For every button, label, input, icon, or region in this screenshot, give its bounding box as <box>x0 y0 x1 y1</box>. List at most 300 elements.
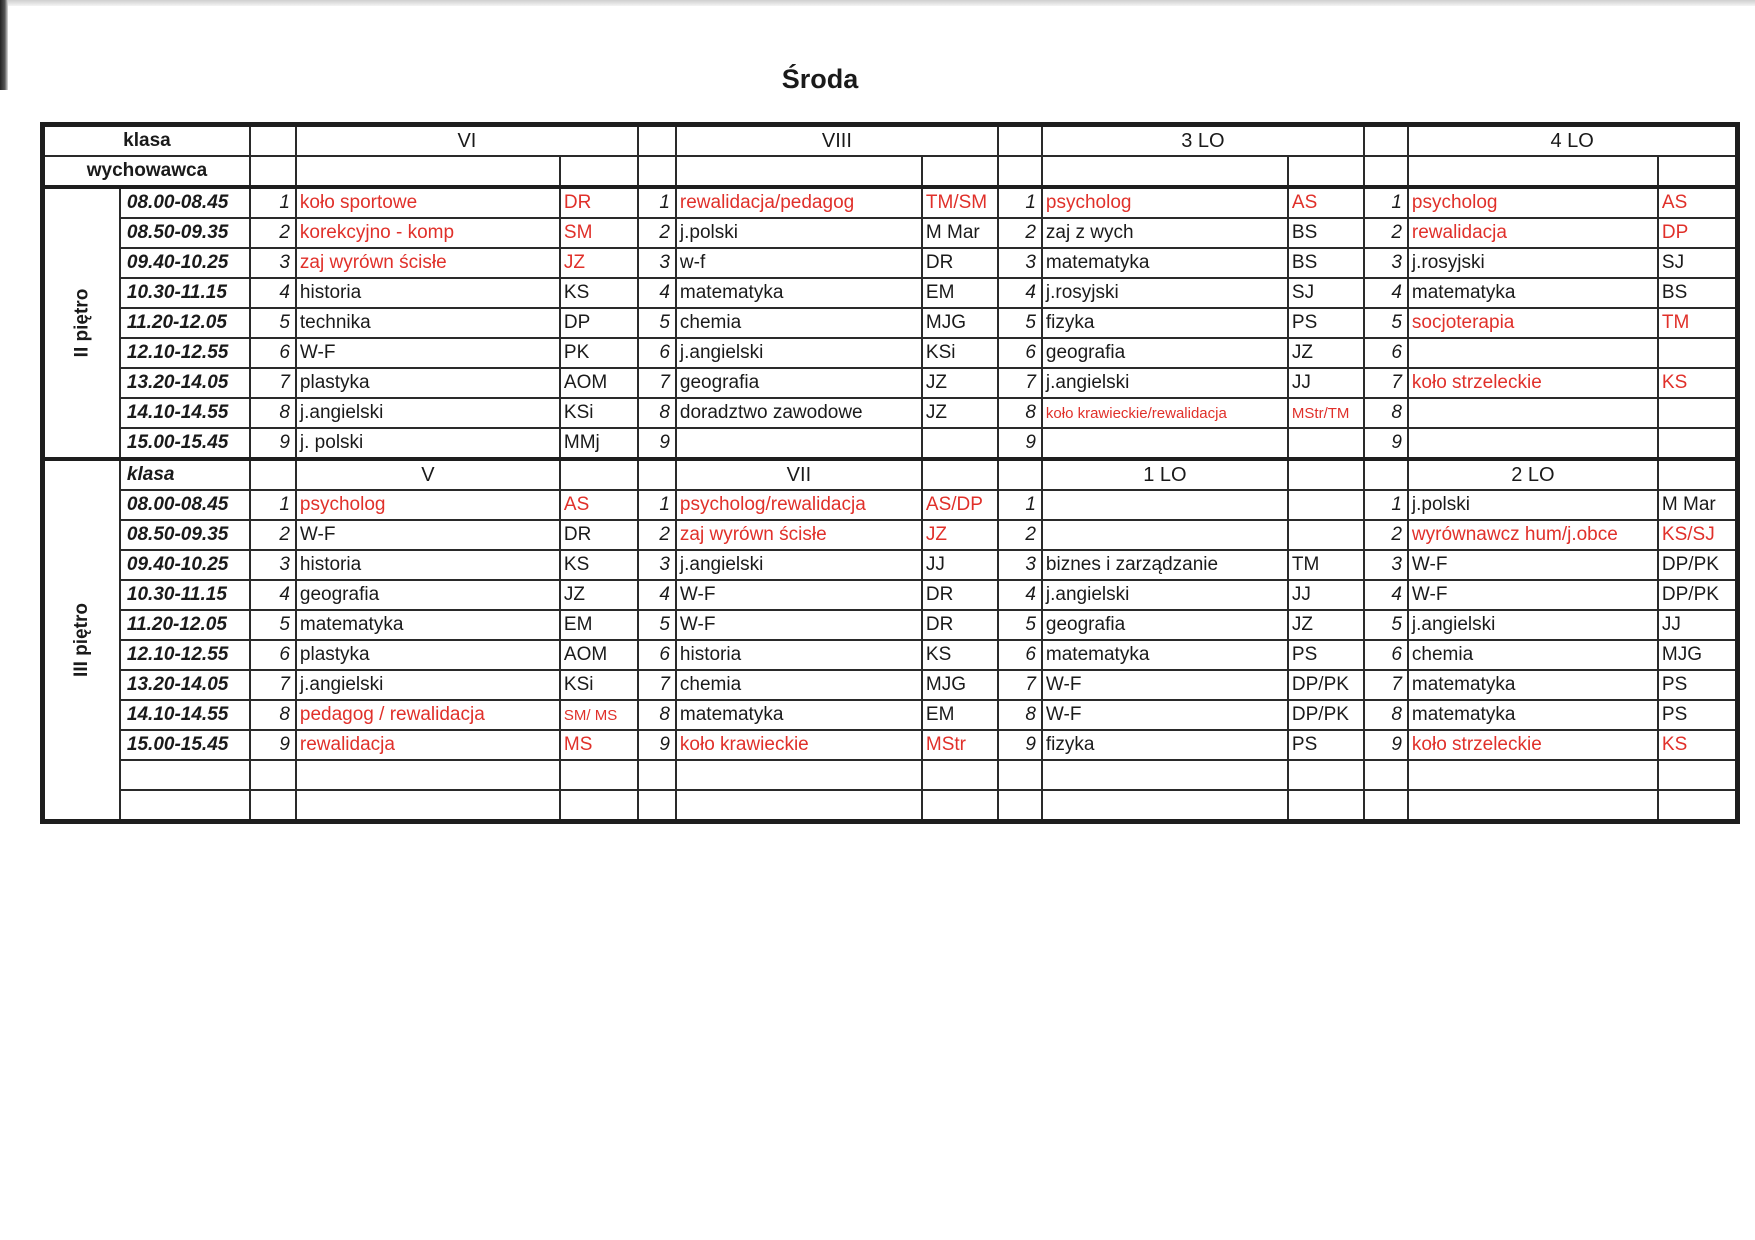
subject-cell: geografia <box>296 580 560 610</box>
lesson-number: 9 <box>638 428 676 459</box>
subject-cell: pedagog / rewalidacja <box>296 700 560 730</box>
teacher-cell: JJ <box>1288 580 1364 610</box>
class-header: 4 LO <box>1408 125 1738 157</box>
lesson-number: 2 <box>998 520 1042 550</box>
header-empty-cell <box>250 125 296 157</box>
lesson-number: 1 <box>250 490 296 520</box>
teacher-cell: BS <box>1658 278 1738 308</box>
empty-cell <box>998 760 1042 790</box>
lesson-number: 8 <box>1364 700 1408 730</box>
teacher-cell: AS/DP <box>922 490 998 520</box>
klasa-label: klasa <box>43 125 250 157</box>
teacher-cell: TM <box>1288 550 1364 580</box>
header-empty-cell <box>1288 156 1364 187</box>
lesson-number: 4 <box>250 580 296 610</box>
teacher-cell <box>1658 338 1738 368</box>
teacher-cell: DR <box>922 610 998 640</box>
lesson-row <box>43 520 1738 550</box>
teacher-cell: MMj <box>560 428 638 459</box>
teacher-cell: KS <box>1658 730 1738 760</box>
teacher-cell: DP/PK <box>1288 700 1364 730</box>
teacher-cell: AOM <box>560 640 638 670</box>
empty-row <box>43 760 1738 790</box>
lesson-number: 7 <box>1364 368 1408 398</box>
lesson-number: 4 <box>638 580 676 610</box>
subject-cell: j.rosyjski <box>1042 278 1288 308</box>
lesson-time: 12.10-12.55 <box>120 338 250 368</box>
subject-cell: zaj z wych <box>1042 218 1288 248</box>
subject-cell: W-F <box>1408 550 1658 580</box>
subject-cell: matematyka <box>676 700 922 730</box>
empty-cell <box>296 760 560 790</box>
subject-cell: matematyka <box>1408 278 1658 308</box>
lesson-number: 6 <box>638 640 676 670</box>
teacher-cell <box>922 428 998 459</box>
subject-cell: j.angielski <box>296 398 560 428</box>
lesson-row <box>43 610 1738 640</box>
subject-cell: matematyka <box>676 278 922 308</box>
floor-label <box>43 459 120 822</box>
teacher-cell: JZ <box>560 248 638 278</box>
header-empty-cell <box>250 459 296 490</box>
lesson-number: 9 <box>638 730 676 760</box>
lesson-number: 5 <box>638 610 676 640</box>
header-empty-cell <box>1658 156 1738 187</box>
lesson-number: 6 <box>250 640 296 670</box>
teacher-cell: KSi <box>922 338 998 368</box>
empty-cell <box>1042 790 1288 822</box>
empty-cell <box>1042 760 1288 790</box>
subject-cell: j.angielski <box>676 550 922 580</box>
teacher-cell: SJ <box>1288 278 1364 308</box>
teacher-cell: MJG <box>1658 640 1738 670</box>
lesson-row <box>43 187 1738 218</box>
lesson-time: 08.50-09.35 <box>120 520 250 550</box>
header-row-wychowawca <box>43 156 1738 187</box>
lesson-row <box>43 640 1738 670</box>
empty-cell <box>1364 790 1408 822</box>
lesson-number: 6 <box>1364 640 1408 670</box>
empty-cell <box>296 790 560 822</box>
lesson-number: 4 <box>998 580 1042 610</box>
teacher-cell: AOM <box>560 368 638 398</box>
teacher-cell: PK <box>560 338 638 368</box>
empty-cell <box>638 790 676 822</box>
lesson-number: 7 <box>638 670 676 700</box>
floor-label-text: III piętro <box>70 603 92 677</box>
subject-cell <box>1408 338 1658 368</box>
teacher-cell: SM <box>560 218 638 248</box>
class-header: VI <box>296 125 638 157</box>
subject-cell: j.angielski <box>676 338 922 368</box>
teacher-cell: AS <box>560 490 638 520</box>
subject-cell: koło krawieckie/rewalidacja <box>1042 398 1288 428</box>
lesson-number: 1 <box>1364 490 1408 520</box>
header-empty-cell <box>560 156 638 187</box>
lesson-number: 3 <box>638 550 676 580</box>
subject-cell: j.polski <box>1408 490 1658 520</box>
empty-cell <box>560 760 638 790</box>
lesson-row <box>43 368 1738 398</box>
lesson-number: 9 <box>250 428 296 459</box>
teacher-cell: BS <box>1288 218 1364 248</box>
lesson-time: 08.50-09.35 <box>120 218 250 248</box>
subject-cell: socjoterapia <box>1408 308 1658 338</box>
teacher-cell: EM <box>922 700 998 730</box>
subject-cell: W-F <box>1042 670 1288 700</box>
lesson-number: 2 <box>1364 218 1408 248</box>
lesson-number: 3 <box>250 550 296 580</box>
klasa-label: klasa <box>120 459 250 490</box>
floor-label-text: II piętro <box>70 288 92 358</box>
header-empty-cell <box>1364 156 1408 187</box>
lesson-row <box>43 278 1738 308</box>
subject-cell: plastyka <box>296 368 560 398</box>
subject-cell: W-F <box>676 610 922 640</box>
teacher-cell: KSi <box>560 398 638 428</box>
subject-cell: j.polski <box>676 218 922 248</box>
header-empty-cell <box>998 125 1042 157</box>
header-empty-cell <box>250 156 296 187</box>
lesson-number: 4 <box>638 278 676 308</box>
lesson-time: 12.10-12.55 <box>120 640 250 670</box>
teacher-cell: KS <box>560 550 638 580</box>
subject-cell: psycholog <box>296 490 560 520</box>
subject-cell: geografia <box>1042 610 1288 640</box>
lesson-time: 09.40-10.25 <box>120 550 250 580</box>
empty-cell <box>922 760 998 790</box>
subject-cell: rewalidacja <box>1408 218 1658 248</box>
header-empty-cell <box>638 459 676 490</box>
lesson-row <box>43 700 1738 730</box>
lesson-number: 8 <box>1364 398 1408 428</box>
empty-cell <box>120 760 250 790</box>
subject-cell: fizyka <box>1042 308 1288 338</box>
teacher-cell <box>1288 490 1364 520</box>
class-header-row <box>43 459 1738 490</box>
class-header: 1 LO <box>1042 459 1288 490</box>
empty-cell <box>1658 760 1738 790</box>
lesson-number: 4 <box>250 278 296 308</box>
page-title: Środa <box>781 64 859 94</box>
lesson-number: 9 <box>1364 730 1408 760</box>
class-header: 3 LO <box>1042 125 1364 157</box>
subject-cell: geografia <box>676 368 922 398</box>
empty-cell <box>250 760 296 790</box>
header-empty-cell <box>1288 459 1364 490</box>
subject-cell <box>1042 490 1288 520</box>
header-empty-cell <box>638 156 676 187</box>
lesson-number: 7 <box>250 670 296 700</box>
header-empty-cell <box>998 459 1042 490</box>
lesson-time: 09.40-10.25 <box>120 248 250 278</box>
lesson-number: 3 <box>250 248 296 278</box>
teacher-cell: AS <box>1288 187 1364 218</box>
teacher-cell: MS <box>560 730 638 760</box>
lesson-number: 6 <box>1364 338 1408 368</box>
subject-cell: j.angielski <box>1042 368 1288 398</box>
header-empty-cell <box>1364 459 1408 490</box>
subject-cell: rewalidacja <box>296 730 560 760</box>
teacher-cell: PS <box>1288 730 1364 760</box>
subject-cell: chemia <box>676 308 922 338</box>
empty-row <box>43 790 1738 822</box>
lesson-number: 1 <box>250 187 296 218</box>
teacher-cell: JZ <box>1288 610 1364 640</box>
header-empty-cell <box>1042 156 1288 187</box>
subject-cell: geografia <box>1042 338 1288 368</box>
teacher-cell: DR <box>560 520 638 550</box>
subject-cell: zaj wyrówn ścisłe <box>676 520 922 550</box>
subject-cell: doradztwo zawodowe <box>676 398 922 428</box>
subject-cell: psycholog <box>1408 187 1658 218</box>
teacher-cell: SM/ MS <box>560 700 638 730</box>
teacher-cell: PS <box>1658 670 1738 700</box>
lesson-number: 1 <box>998 490 1042 520</box>
subject-cell: j.angielski <box>296 670 560 700</box>
subject-cell: biznes i zarządzanie <box>1042 550 1288 580</box>
empty-cell <box>250 790 296 822</box>
lesson-number: 8 <box>638 700 676 730</box>
lesson-time: 14.10-14.55 <box>120 398 250 428</box>
lesson-number: 7 <box>250 368 296 398</box>
teacher-cell: JZ <box>922 520 998 550</box>
lesson-number: 2 <box>638 218 676 248</box>
teacher-cell: DP <box>1658 218 1738 248</box>
lesson-number: 1 <box>638 490 676 520</box>
lesson-number: 7 <box>998 670 1042 700</box>
teacher-cell: BS <box>1288 248 1364 278</box>
empty-cell <box>120 790 250 822</box>
teacher-cell: TM/SM <box>922 187 998 218</box>
lesson-number: 8 <box>998 700 1042 730</box>
subject-cell: koło strzeleckie <box>1408 730 1658 760</box>
empty-cell <box>1408 760 1658 790</box>
teacher-cell: EM <box>560 610 638 640</box>
lesson-number: 2 <box>1364 520 1408 550</box>
header-empty-cell <box>1658 459 1738 490</box>
lesson-number: 1 <box>1364 187 1408 218</box>
subject-cell: j. polski <box>296 428 560 459</box>
lesson-number: 3 <box>998 550 1042 580</box>
subject-cell <box>1042 428 1288 459</box>
header-empty-cell <box>296 156 560 187</box>
teacher-cell: DR <box>922 580 998 610</box>
schedule-table <box>40 122 1740 824</box>
empty-cell <box>1288 790 1364 822</box>
header-empty-cell <box>922 156 998 187</box>
subject-cell <box>676 428 922 459</box>
lesson-number: 2 <box>250 218 296 248</box>
subject-cell: j.angielski <box>1408 610 1658 640</box>
lesson-number: 7 <box>998 368 1042 398</box>
teacher-cell: JJ <box>922 550 998 580</box>
subject-cell: rewalidacja/pedagog <box>676 187 922 218</box>
lesson-row <box>43 730 1738 760</box>
teacher-cell <box>1288 428 1364 459</box>
lesson-number: 1 <box>638 187 676 218</box>
lesson-row <box>43 398 1738 428</box>
teacher-cell: DR <box>922 248 998 278</box>
subject-cell: matematyka <box>1042 640 1288 670</box>
teacher-cell: DP <box>560 308 638 338</box>
lesson-number: 5 <box>250 308 296 338</box>
teacher-cell <box>1288 520 1364 550</box>
lesson-number: 1 <box>998 187 1042 218</box>
wychowawca-label: wychowawca <box>43 156 250 187</box>
lesson-number: 9 <box>250 730 296 760</box>
lesson-number: 6 <box>998 640 1042 670</box>
teacher-cell: MJG <box>922 670 998 700</box>
empty-cell <box>676 760 922 790</box>
lesson-number: 5 <box>998 610 1042 640</box>
teacher-cell: DP/PK <box>1288 670 1364 700</box>
lesson-time: 11.20-12.05 <box>120 610 250 640</box>
subject-cell: matematyka <box>296 610 560 640</box>
header-empty-cell <box>560 459 638 490</box>
empty-cell <box>1658 790 1738 822</box>
subject-cell: chemia <box>1408 640 1658 670</box>
subject-cell: historia <box>296 278 560 308</box>
class-header: 2 LO <box>1408 459 1658 490</box>
subject-cell: W-F <box>296 338 560 368</box>
empty-cell <box>676 790 922 822</box>
lesson-number: 6 <box>250 338 296 368</box>
subject-cell: W-F <box>1042 700 1288 730</box>
teacher-cell: MStr <box>922 730 998 760</box>
lesson-number: 3 <box>998 248 1042 278</box>
subject-cell: historia <box>676 640 922 670</box>
teacher-cell: JZ <box>922 368 998 398</box>
lesson-time: 15.00-15.45 <box>120 428 250 459</box>
lesson-number: 2 <box>638 520 676 550</box>
lesson-number: 3 <box>1364 248 1408 278</box>
teacher-cell: KS/SJ <box>1658 520 1738 550</box>
subject-cell: j.angielski <box>1042 580 1288 610</box>
empty-cell <box>922 790 998 822</box>
header-empty-cell <box>638 125 676 157</box>
teacher-cell: EM <box>922 278 998 308</box>
lesson-row <box>43 248 1738 278</box>
lesson-number: 5 <box>998 308 1042 338</box>
lesson-number: 9 <box>998 730 1042 760</box>
subject-cell <box>1408 428 1658 459</box>
lesson-number: 9 <box>998 428 1042 459</box>
lesson-number: 5 <box>250 610 296 640</box>
header-empty-cell <box>922 459 998 490</box>
class-header: VII <box>676 459 922 490</box>
lesson-row <box>43 550 1738 580</box>
lesson-number: 8 <box>250 398 296 428</box>
subject-cell <box>1408 398 1658 428</box>
teacher-cell: MStr/TM <box>1288 398 1364 428</box>
teacher-cell: DP/PK <box>1658 550 1738 580</box>
subject-cell: W-F <box>676 580 922 610</box>
lesson-time: 08.00-08.45 <box>120 490 250 520</box>
subject-cell: fizyka <box>1042 730 1288 760</box>
lesson-row <box>43 580 1738 610</box>
header-empty-cell <box>676 156 922 187</box>
teacher-cell: KS <box>560 278 638 308</box>
header-empty-cell <box>1408 156 1658 187</box>
lesson-number: 4 <box>1364 580 1408 610</box>
subject-cell: koło strzeleckie <box>1408 368 1658 398</box>
subject-cell <box>1042 520 1288 550</box>
lesson-time: 08.00-08.45 <box>120 187 250 218</box>
teacher-cell: M Mar <box>922 218 998 248</box>
lesson-row <box>43 428 1738 459</box>
header-empty-cell <box>998 156 1042 187</box>
empty-cell <box>1288 760 1364 790</box>
lesson-number: 6 <box>998 338 1042 368</box>
subject-cell: zaj wyrówn ścisłe <box>296 248 560 278</box>
empty-cell <box>998 790 1042 822</box>
lesson-number: 2 <box>998 218 1042 248</box>
subject-cell: korekcyjno - komp <box>296 218 560 248</box>
class-header: VIII <box>676 125 998 157</box>
subject-cell: W-F <box>296 520 560 550</box>
teacher-cell <box>1658 428 1738 459</box>
lesson-number: 7 <box>1364 670 1408 700</box>
teacher-cell: KS <box>1658 368 1738 398</box>
empty-cell <box>1408 790 1658 822</box>
lesson-number: 5 <box>638 308 676 338</box>
lesson-time: 10.30-11.15 <box>120 278 250 308</box>
subject-cell: j.rosyjski <box>1408 248 1658 278</box>
empty-cell <box>560 790 638 822</box>
lesson-row <box>43 308 1738 338</box>
lesson-time: 14.10-14.55 <box>120 700 250 730</box>
lesson-row <box>43 670 1738 700</box>
teacher-cell: PS <box>1288 640 1364 670</box>
subject-cell: matematyka <box>1042 248 1288 278</box>
lesson-number: 4 <box>998 278 1042 308</box>
subject-cell: matematyka <box>1408 700 1658 730</box>
lesson-number: 3 <box>1364 550 1408 580</box>
subject-cell: historia <box>296 550 560 580</box>
lesson-number: 5 <box>1364 308 1408 338</box>
lesson-number: 2 <box>250 520 296 550</box>
teacher-cell: AS <box>1658 187 1738 218</box>
subject-cell: psycholog <box>1042 187 1288 218</box>
teacher-cell: DR <box>560 187 638 218</box>
teacher-cell: DP/PK <box>1658 580 1738 610</box>
teacher-cell: PS <box>1658 700 1738 730</box>
empty-cell <box>638 760 676 790</box>
lesson-number: 4 <box>1364 278 1408 308</box>
schedule-body <box>43 125 1738 822</box>
lesson-time: 13.20-14.05 <box>120 368 250 398</box>
subject-cell: chemia <box>676 670 922 700</box>
teacher-cell: TM <box>1658 308 1738 338</box>
lesson-row <box>43 338 1738 368</box>
teacher-cell: JZ <box>1288 338 1364 368</box>
teacher-cell: M Mar <box>1658 490 1738 520</box>
teacher-cell: KS <box>922 640 998 670</box>
teacher-cell: JZ <box>922 398 998 428</box>
subject-cell: matematyka <box>1408 670 1658 700</box>
header-empty-cell <box>1364 125 1408 157</box>
teacher-cell: JJ <box>1658 610 1738 640</box>
teacher-cell: PS <box>1288 308 1364 338</box>
lesson-time: 13.20-14.05 <box>120 670 250 700</box>
teacher-cell: KSi <box>560 670 638 700</box>
lesson-time: 11.20-12.05 <box>120 308 250 338</box>
subject-cell: plastyka <box>296 640 560 670</box>
lesson-number: 5 <box>1364 610 1408 640</box>
subject-cell: technika <box>296 308 560 338</box>
lesson-number: 7 <box>638 368 676 398</box>
